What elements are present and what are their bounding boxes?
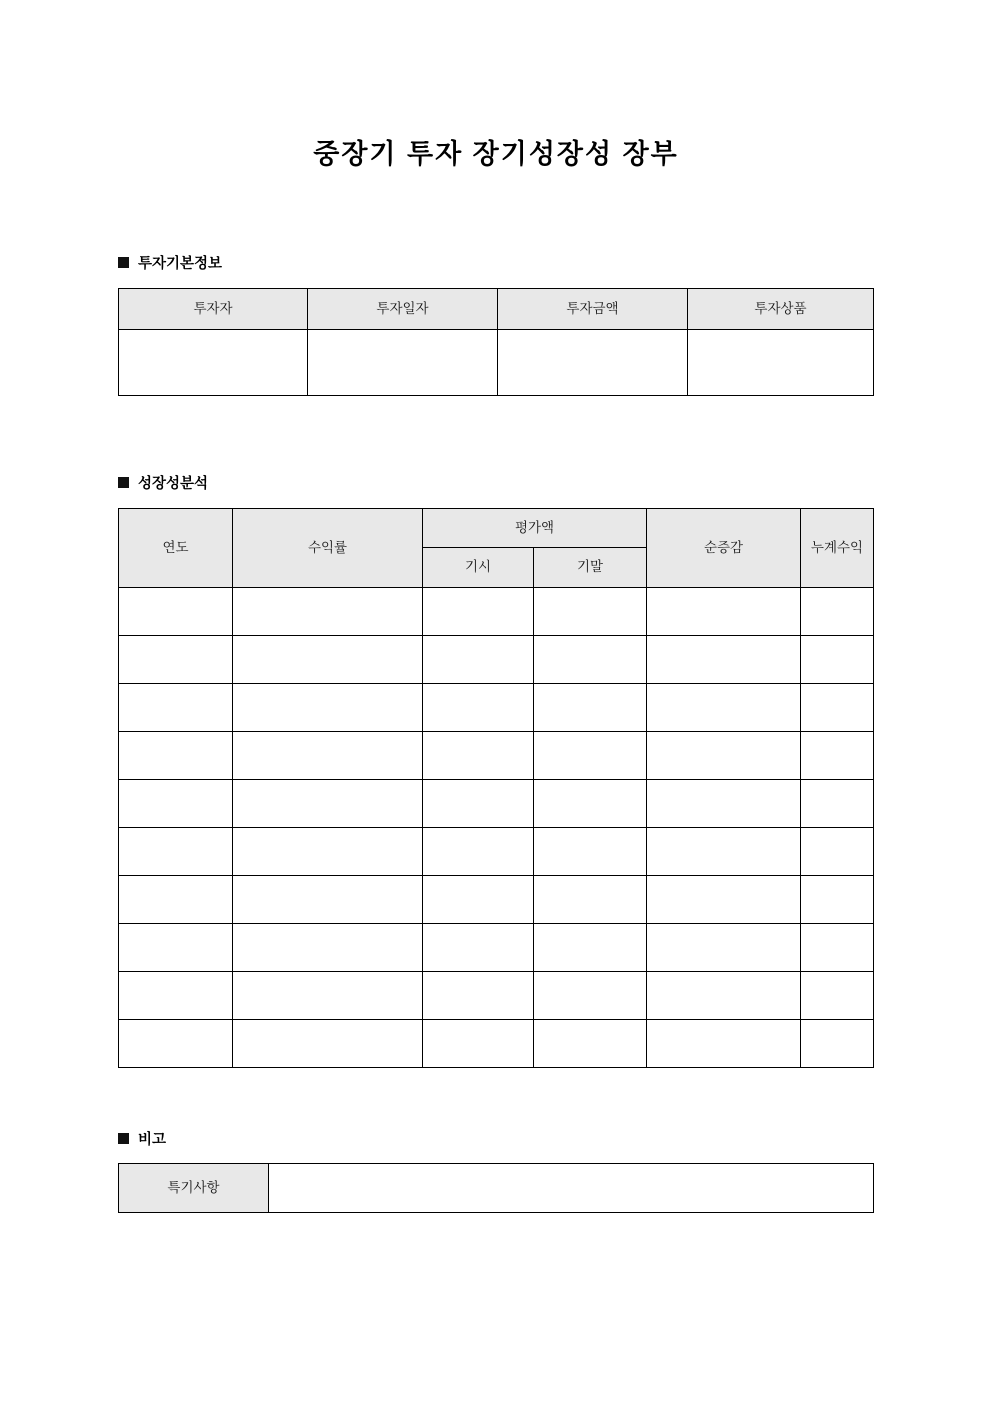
cell-year[interactable] [119,684,233,732]
growth-analysis-table [118,508,874,1068]
cell-return-rate[interactable] [233,924,423,972]
cell-year[interactable] [119,732,233,780]
row-header-special-notes: 특기사항 [119,1164,269,1213]
cell-year[interactable] [119,588,233,636]
section-heading-remarks [118,1128,166,1149]
cell-valuation-begin[interactable] [423,972,534,1020]
remarks-table [118,1163,874,1213]
square-bullet-icon [118,477,129,488]
cell-valuation-end[interactable] [534,684,647,732]
cell-net-change[interactable] [647,636,801,684]
table-row [119,330,874,396]
cell-valuation-begin[interactable] [423,828,534,876]
cell-net-change[interactable] [647,1020,801,1068]
table-row [119,588,874,636]
column-header-valuation-end: 기말 [534,548,647,588]
cell-investor[interactable] [119,330,308,396]
cell-net-change[interactable] [647,876,801,924]
cell-cumulative-profit[interactable] [801,588,874,636]
cell-year[interactable] [119,972,233,1020]
cell-valuation-begin[interactable] [423,636,534,684]
cell-return-rate[interactable] [233,876,423,924]
column-header-return-rate: 수익률 [233,509,423,588]
section-heading-growth-analysis [118,472,208,493]
table-header-row-top [119,509,874,548]
cell-valuation-begin[interactable] [423,684,534,732]
table-row [119,1020,874,1068]
cell-return-rate[interactable] [233,828,423,876]
cell-year[interactable] [119,1020,233,1068]
cell-valuation-begin[interactable] [423,780,534,828]
section-heading-label: 비고 [138,1132,167,1148]
table-row [119,924,874,972]
table-row [119,636,874,684]
table-row [119,684,874,732]
table-row [119,828,874,876]
cell-valuation-begin[interactable] [423,1020,534,1068]
cell-return-rate[interactable] [233,588,423,636]
column-header-investment-amount: 투자금액 [498,289,688,330]
cell-cumulative-profit[interactable] [801,972,874,1020]
cell-net-change[interactable] [647,828,801,876]
section-heading-basic-info [118,252,222,273]
cell-return-rate[interactable] [233,636,423,684]
cell-valuation-begin[interactable] [423,588,534,636]
cell-net-change[interactable] [647,972,801,1020]
cell-valuation-end[interactable] [534,780,647,828]
cell-valuation-begin[interactable] [423,924,534,972]
cell-return-rate[interactable] [233,732,423,780]
cell-valuation-end[interactable] [534,828,647,876]
cell-net-change[interactable] [647,588,801,636]
cell-return-rate[interactable] [233,684,423,732]
table-header-row [119,289,874,330]
cell-net-change[interactable] [647,732,801,780]
cell-valuation-end[interactable] [534,588,647,636]
cell-investment-amount[interactable] [498,330,688,396]
cell-valuation-begin[interactable] [423,876,534,924]
cell-valuation-end[interactable] [534,972,647,1020]
table-row [119,972,874,1020]
column-header-valuation-group: 평가액 [423,509,647,548]
column-header-investor: 투자자 [119,289,308,330]
cell-return-rate[interactable] [233,1020,423,1068]
cell-return-rate[interactable] [233,972,423,1020]
cell-valuation-end[interactable] [534,876,647,924]
cell-valuation-begin[interactable] [423,732,534,780]
cell-net-change[interactable] [647,684,801,732]
cell-valuation-end[interactable] [534,636,647,684]
cell-cumulative-profit[interactable] [801,732,874,780]
basic-info-table [118,288,874,396]
square-bullet-icon [118,257,129,268]
column-header-investment-date: 투자일자 [308,289,498,330]
cell-cumulative-profit[interactable] [801,828,874,876]
cell-investment-date[interactable] [308,330,498,396]
column-header-year: 연도 [119,509,233,588]
cell-cumulative-profit[interactable] [801,684,874,732]
cell-cumulative-profit[interactable] [801,780,874,828]
cell-valuation-end[interactable] [534,924,647,972]
cell-valuation-end[interactable] [534,732,647,780]
section-heading-label: 투자기본정보 [138,256,223,272]
table-row [119,732,874,780]
cell-return-rate[interactable] [233,780,423,828]
cell-cumulative-profit[interactable] [801,636,874,684]
column-header-valuation-begin: 기시 [423,548,534,588]
cell-cumulative-profit[interactable] [801,876,874,924]
cell-year[interactable] [119,828,233,876]
section-heading-label: 성장성분석 [138,476,209,492]
table-row [119,876,874,924]
growth-analysis-table-body [119,588,874,1068]
column-header-net-change: 순증감 [647,509,801,588]
column-header-investment-product: 투자상품 [688,289,874,330]
table-row [119,1164,874,1213]
column-header-cumulative-profit: 누계수익 [801,509,874,588]
cell-valuation-end[interactable] [534,1020,647,1068]
square-bullet-icon [118,1133,129,1144]
cell-special-notes-value[interactable] [269,1164,874,1213]
cell-net-change[interactable] [647,924,801,972]
cell-year[interactable] [119,876,233,924]
cell-year[interactable] [119,636,233,684]
cell-year[interactable] [119,924,233,972]
cell-year[interactable] [119,780,233,828]
cell-cumulative-profit[interactable] [801,1020,874,1068]
cell-cumulative-profit[interactable] [801,924,874,972]
table-row [119,780,874,828]
page-title: 중장기 투자 장기성장성 장부 [313,139,679,169]
cell-investment-product[interactable] [688,330,874,396]
cell-net-change[interactable] [647,780,801,828]
